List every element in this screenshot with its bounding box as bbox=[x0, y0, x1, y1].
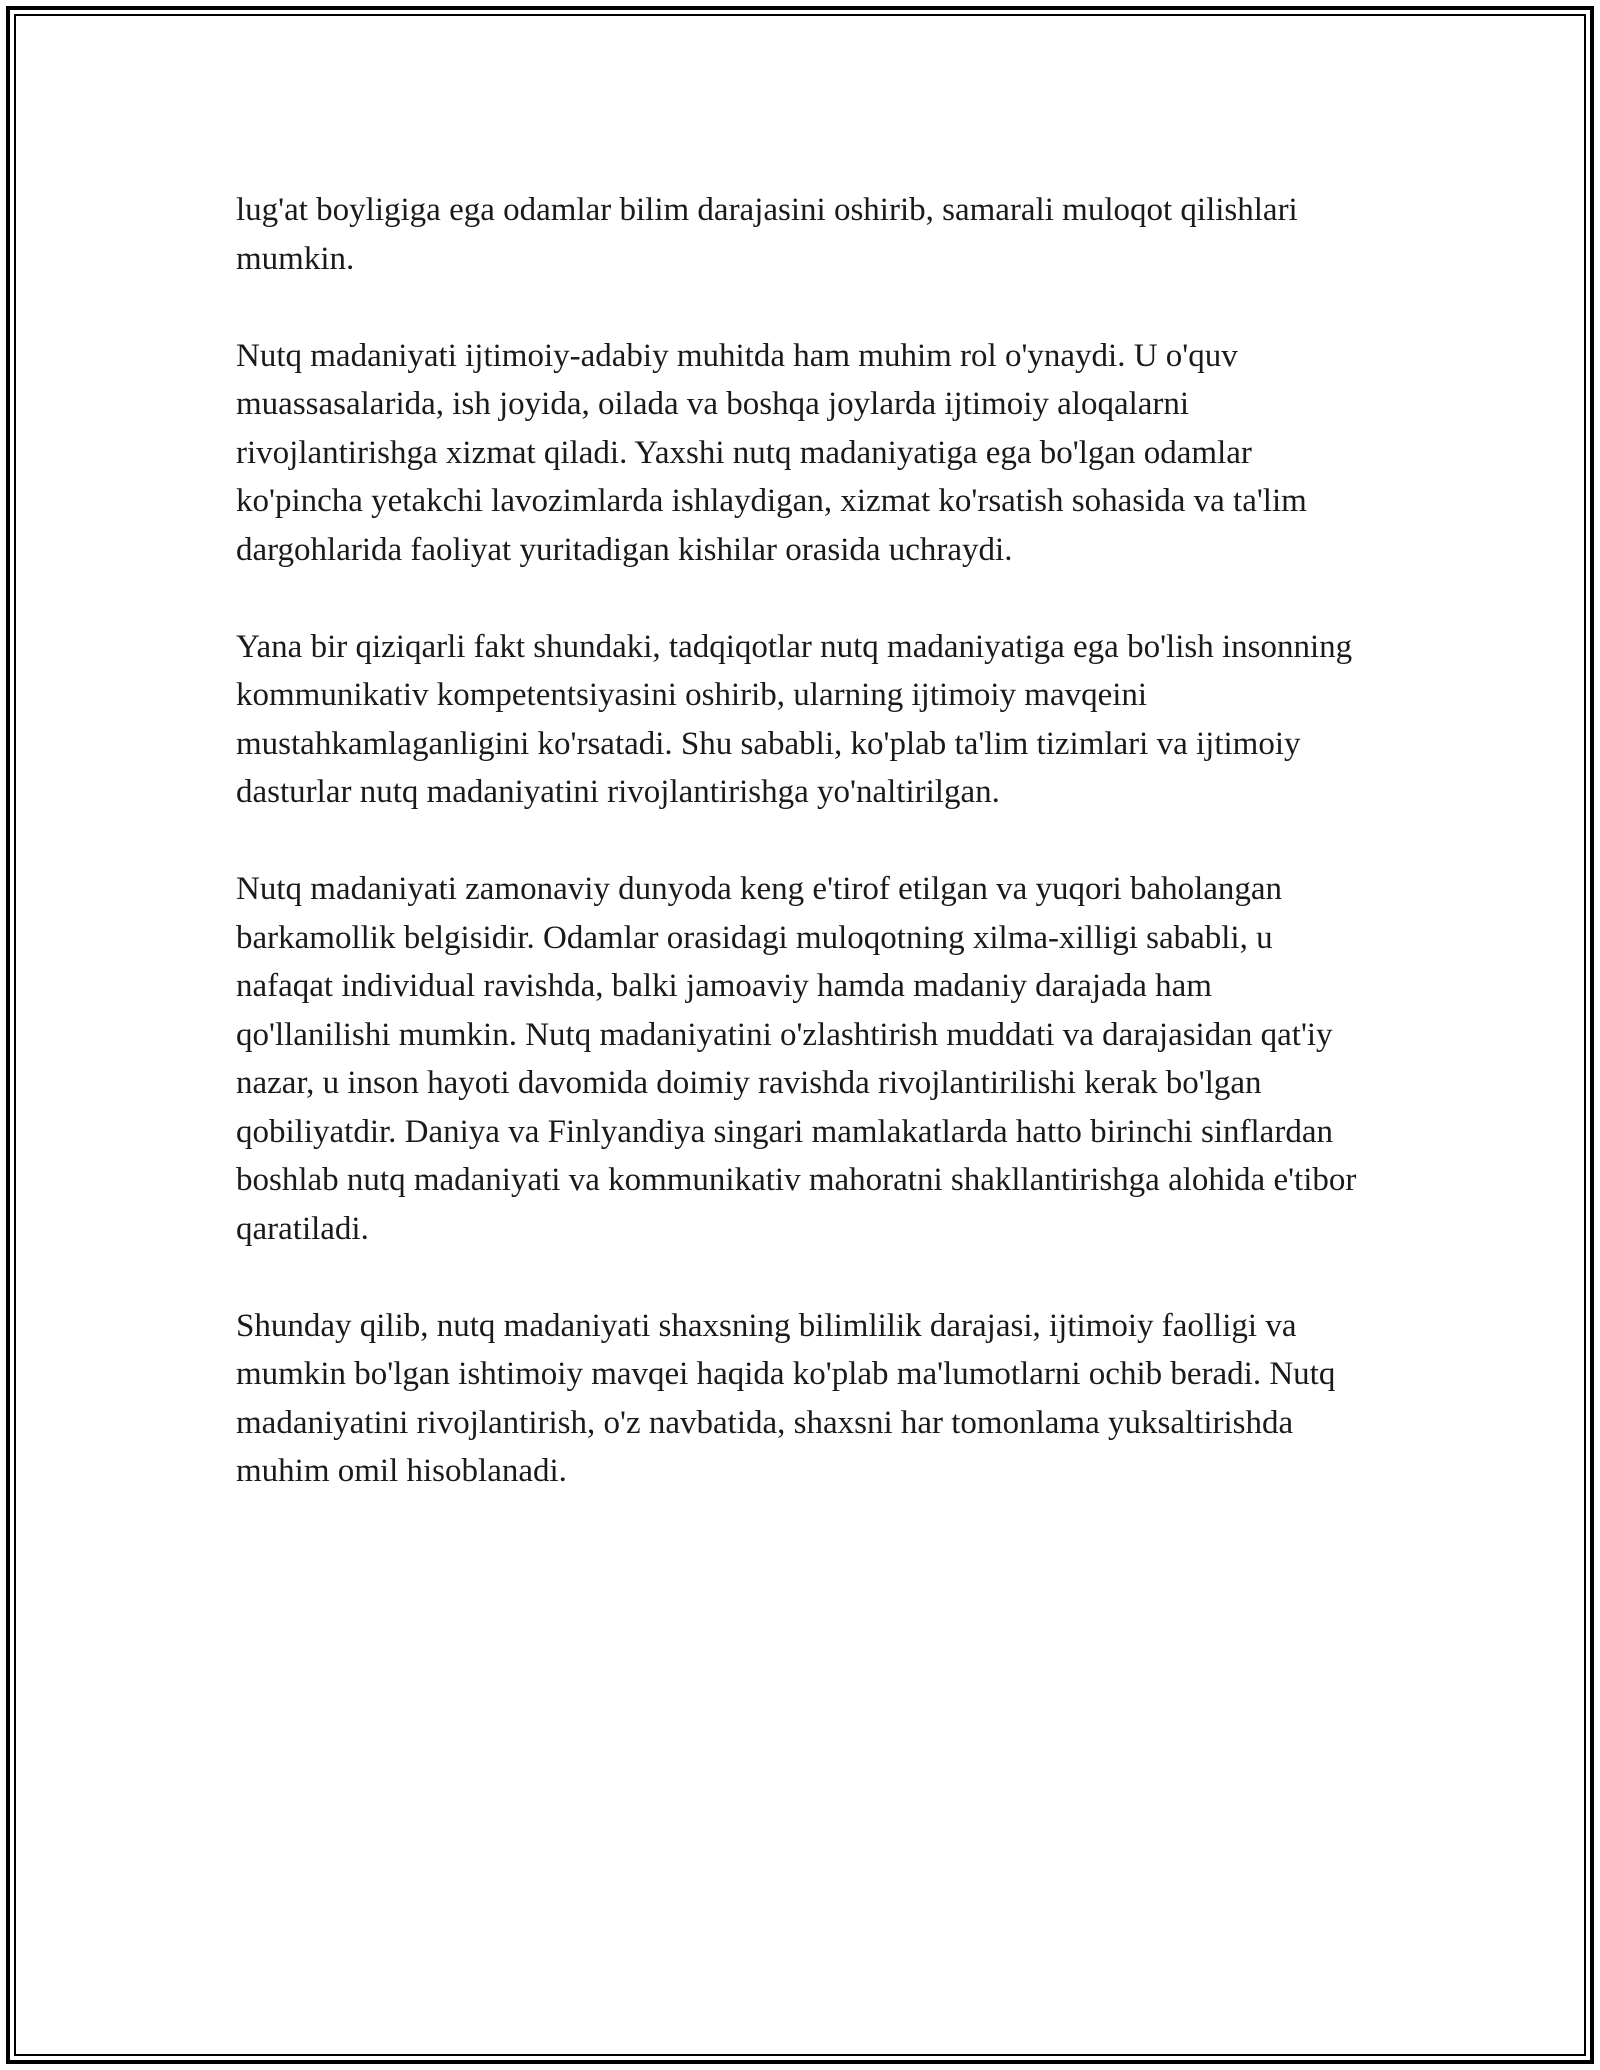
document-body bbox=[236, 186, 1366, 1544]
paragraph-1: lug'at boyligiga ega odamlar bilim darajasini oshirib, samarali muloqot qilishlari mumkin. bbox=[236, 192, 1298, 277]
paragraph-4: Nutq madaniyati zamonaviy dunyoda keng e'tirof etilgan va yuqori baholangan barkamollik belgisidir. Odamlar orasidagi muloqotning xilma-xilligi sababli, u nafaqat individual ravishda, balki jamoaviy hamda madaniy darajada ham qo'llanilishi mumkin. Nutq madaniyatini o'zlashtirish muddati va darajasidan qat'iy nazar, u inson hayoti davomida doimiy ravishda rivojlantirilishi kerak bo'lgan qobiliyatdir. Daniya va Finlyandiya singari mamlakatlarda hatto birinchi sinflardan boshlab nutq madaniyati va kommunikativ mahoratni shakllantirishga alohida e'tibor qaratiladi. bbox=[236, 871, 1357, 1247]
paragraph-2: Nutq madaniyati ijtimoiy-adabiy muhitda ham muhim rol o'ynaydi. U o'quv muassasalarida, ish joyida, oilada va boshqa joylarda ijtimoiy aloqalarni rivojlantirishga xizmat qiladi. Yaxshi nutq madaniyatiga ega bo'lgan odamlar ko'pincha yetakchi lavozimlarda ishlaydigan, xizmat ko'rsatish sohasida va ta'lim dargohlarida faoliyat yuritadigan kishilar orasida uchraydi. bbox=[236, 337, 1307, 568]
paragraph-3: Yana bir qiziqarli fakt shundaki, tadqiqotlar nutq madaniyatiga ega bo'lish insonning kommunikativ kompetentsiyasini oshirib, ularning ijtimoiy mavqeini mustahkamlaganligini ko'rsatadi. Shu sababli, ko'plab ta'lim tizimlari va ijtimoiy dasturlar nutq madaniyatini rivojlantirishga yo'naltirilgan. bbox=[236, 628, 1353, 810]
paragraph-5: Shunday qilib, nutq madaniyati shaxsning bilimlilik darajasi, ijtimoiy faolligi va mumkin bo'lgan ishtimoiy mavqei haqida ko'plab ma'lumotlarni ochib beradi. Nutq madaniyatini rivojlantirish, o'z navbatida, shaxsni har tomonlama yuksaltirishda muhim omil hisoblanadi. bbox=[236, 1307, 1336, 1489]
